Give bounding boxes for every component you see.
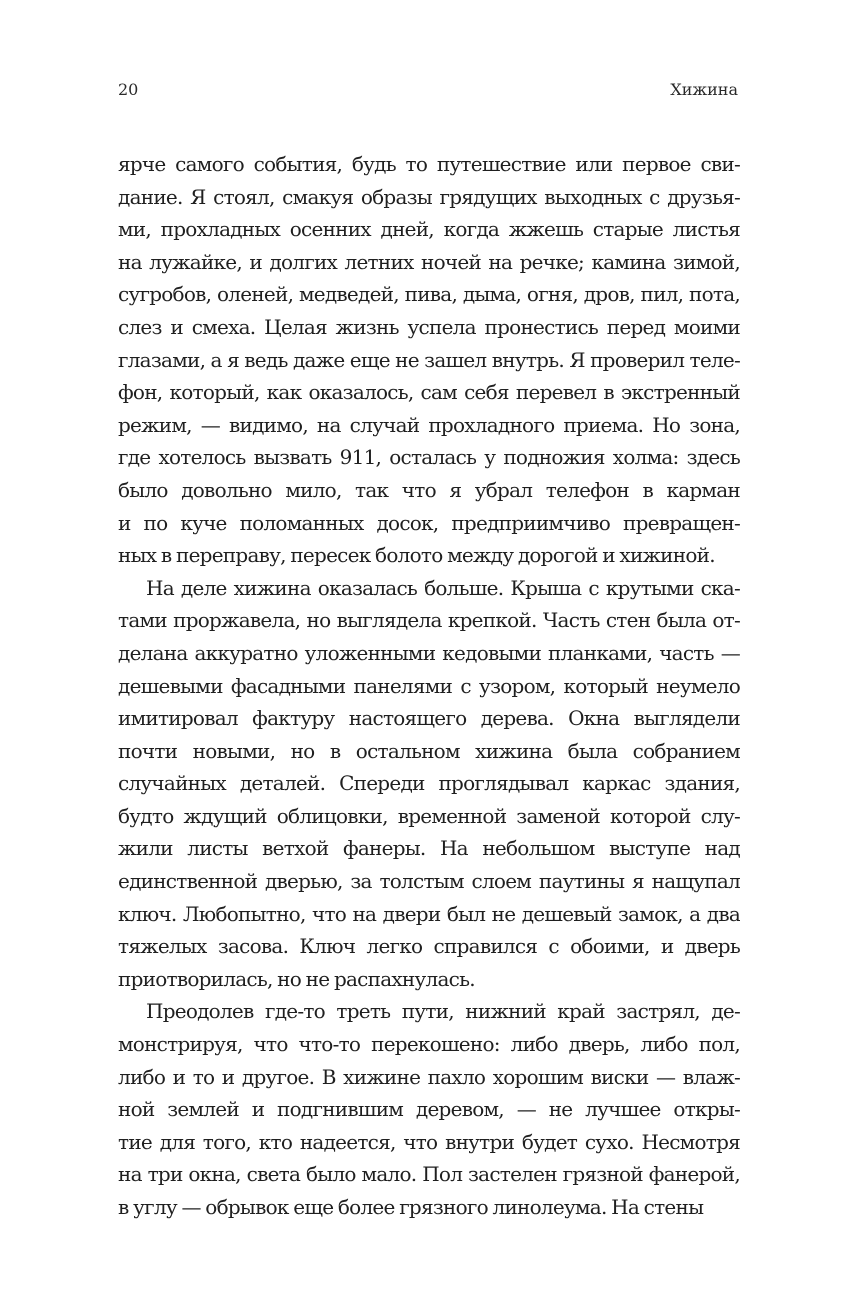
text-line: где хотелось вызвать 911, осталась у подножия холма: здесь [118, 445, 740, 470]
text-line: сугробов, оленей, медведей, пива, дыма, огня, дров, пил, пота, [118, 282, 740, 307]
text-line: почти новыми, но в остальном хижина была собранием [118, 738, 740, 763]
text-line: приотворилась, но не распахнулась. [118, 966, 475, 991]
text-line: на лужайке, и долгих летних ночей на речке; камина зимой, [118, 249, 740, 274]
text-line: было довольно мило, так что я убрал телефон в карман [118, 477, 740, 502]
text-line: единственной дверью, за толстым слоем паутины я нащупал [118, 869, 740, 894]
text-line: случайных деталей. Спереди проглядывал каркас здания, [118, 771, 740, 796]
text-line: тяжелых засова. Ключ легко справился с обоими, и дверь [118, 934, 740, 959]
text-line: на три окна, света было мало. Пол застелен грязной фанерой, [118, 1162, 740, 1187]
text-line: либо и то и другое. В хижине пахло хорошим виски — влаж- [118, 1064, 740, 1089]
text-line: ных в переправу, пересек болото между дорогой и хижиной. [118, 543, 715, 568]
text-line: Преодолев где-то треть пути, нижний край застрял, де- [146, 999, 740, 1024]
text-line: тие для того, кто надеется, что внутри будет сухо. Несмотря [118, 1129, 740, 1154]
text-line: глазами, а я ведь даже еще не зашел внутрь. Я проверил теле- [118, 347, 740, 372]
text-line: ной землей и подгнившим деревом, — не лучшее откры- [118, 1097, 740, 1122]
text-line: будто ждущий облицовки, временной заменой которой слу- [118, 803, 740, 828]
text-line: тами проржавела, но выглядела крепкой. Часть стен была от- [118, 608, 740, 633]
text-line: режим, — видимо, на случай прохладного приема. Но зона, [118, 412, 740, 437]
text-line: монстрируя, что что-то перекошено: либо дверь, либо пол, [118, 1032, 740, 1057]
text-line: имитировал фактуру настоящего дерева. Окна выглядели [118, 706, 740, 731]
text-line: ярче самого события, будь то путешествие или первое сви- [118, 152, 740, 176]
text-line: делана аккуратно уложенными кедовыми планками, часть — [118, 640, 740, 665]
text-line: ми, прохладных осенних дней, когда жжешь старые листья [118, 217, 740, 242]
paragraph [118, 995, 740, 1223]
text-line: в углу — обрывок еще более грязного линолеума. На стены [118, 1195, 704, 1219]
paragraph [118, 572, 740, 996]
text-line: На деле хижина оказалась больше. Крыша с крутыми ска- [146, 575, 740, 600]
text-line: жили листы ветхой фанеры. На небольшом выступе над [118, 836, 740, 861]
paragraph [118, 148, 740, 572]
page-header [118, 80, 738, 104]
page-number: 20 [118, 80, 139, 99]
text-line: дешевыми фасадными панелями с узором, который неумело [118, 673, 740, 698]
body-text [118, 148, 740, 1224]
text-line: ключ. Любопытно, что на двери был не дешевый замок, а два [118, 901, 740, 926]
running-title: Хижина [670, 80, 738, 99]
text-line: слез и смеха. Целая жизнь успела пронестись перед моими [118, 314, 740, 339]
text-line: дание. Я стоял, смакуя образы грядущих выходных с друзья- [118, 184, 740, 209]
text-line: фон, который, как оказалось, сам себя перевел в экстренный [118, 380, 740, 405]
text-line: и по куче поломанных досок, предприимчиво превращен- [118, 510, 740, 535]
